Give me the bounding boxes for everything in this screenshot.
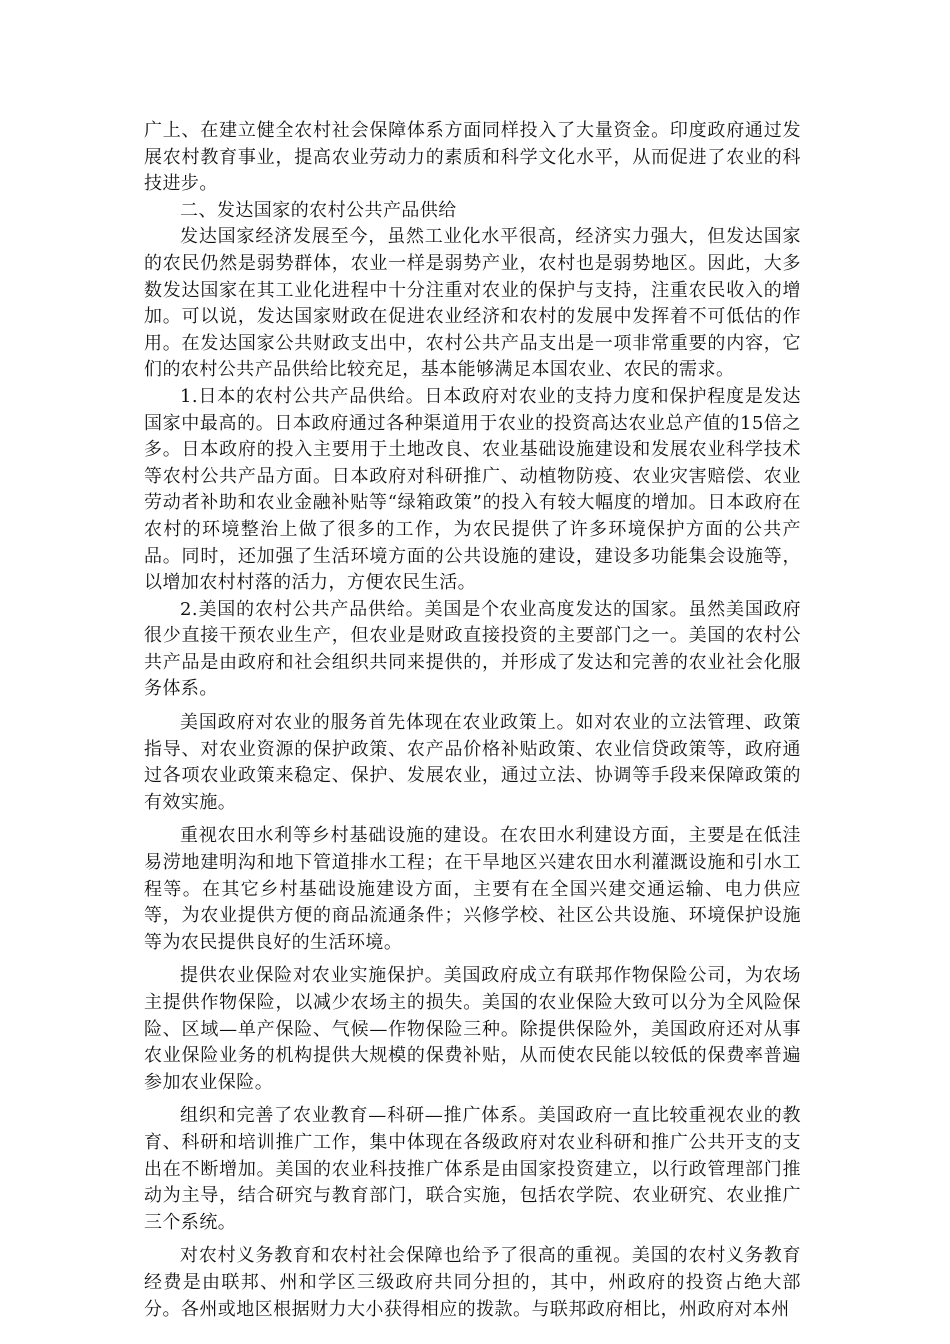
paragraph-usa-education-research: 组织和完善了农业教育—科研—推广体系。美国政府一直比较重视农业的教育、科研和培训推广工作，集中体现在各级政府对农业科研和推广公共开支的支出在不断增加。美国的农业科技推广体系是由国家投资建立，以行政管理部门推动为主导，结合研究与教育部门，联合实施，包括农学院、农业研究、农业推广三个系统。 xyxy=(144,1105,801,1233)
section-heading: 二、发达国家的农村公共产品供给 xyxy=(180,199,457,221)
paragraph-developed-countries: 发达国家经济发展至今，虽然工业化水平很高，经济实力强大，但发达国家的农民仍然是弱势群体，农业一样是弱势产业，农村也是弱势地区。因此，大多数发达国家在其工业化进程中十分注重对农业的保护与支持，注重农民收入的增加。可以说，发达国家财政在促进农业经济和农村的发展中发挥着不可低估的作用。在发达国家公共财政支出中，农村公共产品支出是一项非常重要的内容，它们的农村公共产品供给比较充足，基本能够满足本国农业、农民的需求。 xyxy=(144,226,801,381)
paragraph-usa-policy: 美国政府对农业的服务首先体现在农业政策上。如对农业的立法管理、政策指导、对农业资源的保护政策、农产品价格补贴政策、农业信贷政策等，政府通过各项农业政策来稳定、保护、发展农业，通过立法、协调等手段来保障政策的有效实施。 xyxy=(144,712,801,813)
paragraph-usa-insurance: 提供农业保险对农业实施保护。美国政府成立有联邦作物保险公司，为农场主提供作物保险，以减少农场主的损失。美国的农业保险大致可以分为全风险保险、区域—单产保险、气候—作物保险三种。除提供保险外，美国政府还对从事农业保险业务的机构提供大规模的保费补贴，从而使农民能以较低的保费率普遍参加农业保险。 xyxy=(144,965,801,1093)
document-body xyxy=(144,118,801,1323)
paragraph-continuation: 广上、在建立健全农村社会保障体系方面同样投入了大量资金。印度政府通过发展农村教育事业，提高农业劳动力的素质和科学文化水平，从而促进了农业的科技进步。 xyxy=(144,120,801,195)
paragraph-usa: 2.美国的农村公共产品供给。美国是个农业高度发达的国家。虽然美国政府很少直接干预农业生产，但农业是财政直接投资的主要部门之一。美国的农村公共产品是由政府和社会组织共同来提供的，并形成了发达和完善的农业社会化服务体系。 xyxy=(144,598,801,700)
paragraph-japan: 1.日本的农村公共产品供给。日本政府对农业的支持力度和保护程度是发达国家中最高的。日本政府通过各种渠道用于农业的投资高达农业总产值的15倍之多。日本政府的投入主要用于土地改良、农业基础设施建设和发展农业科学技术等农村公共产品方面。日本政府对科研推广、动植物防疫、农业灾害赔偿、农业劳动者补助和农业金融补贴等“绿箱政策”的投入有较大幅度的增加。日本政府在农村的环境整治上做了很多的工作，为农民提供了许多环境保护方面的公共产品。同时，还加强了生活环境方面的公共设施的建设，建设多功能集会设施等，以增加农村村落的活力，方便农民生活。 xyxy=(144,385,801,594)
paragraph-usa-infrastructure: 重视农田水利等乡村基础设施的建设。在农田水利建设方面，主要是在低洼易涝地建明沟和地下管道排水工程；在干旱地区兴建农田水利灌溉设施和引水工程等。在其它乡村基础设施建设方面，主要有在全国兴建交通运输、电力供应等，为农业提供方便的商品流通条件；兴修学校、社区公共设施、环境保护设施等为农民提供良好的生活环境。 xyxy=(144,825,801,953)
paragraph-usa-rural-education: 对农村义务教育和农村社会保障也给予了很高的重视。美国的农村义务教育经费是由联邦、州和学区三级政府共同分担的，其中，州政府的投资占绝大部分。各州或地区根据财力大小获得相应的拨款。与联邦政府相比，州政府对本州 xyxy=(144,1245,801,1320)
